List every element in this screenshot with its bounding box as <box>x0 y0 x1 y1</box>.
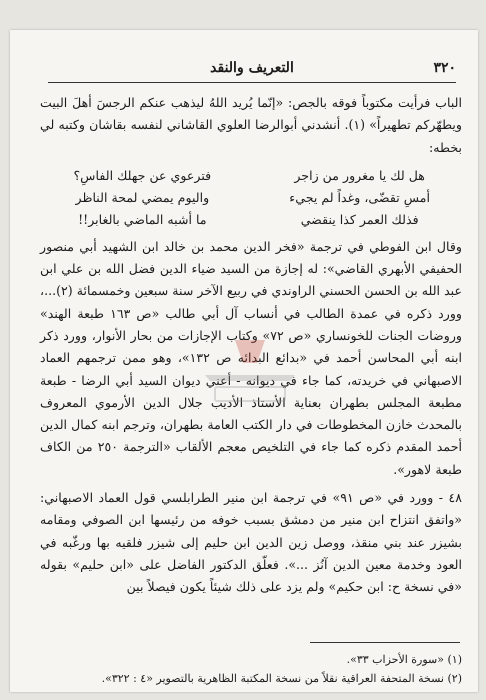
footnote-1: (١) «سورة الأحزاب ٣٣». <box>346 653 462 666</box>
footnote-divider <box>310 642 460 643</box>
page-number: ٣٢٠ <box>433 60 456 76</box>
verse-line <box>40 187 462 209</box>
poem-verses <box>40 165 462 232</box>
verse-hemistich-first: فذلك العمر كذا ينقضي <box>300 212 419 228</box>
verse-line <box>40 165 462 187</box>
verse-line <box>40 209 462 231</box>
paragraph-2: وقال ابن الفوطي في ترجمة «فخر الدين محمد بن خالد ابن الشهيد أبي منصور الحفيفي الأبهري القاضي»: له إجازة من السيد ضياء الدين فضل الله بن علي ابن عبد الله بن الحسن الحسني الراوندي في ربيع الآخر سنة سبعين وخمسمائة (٢)...، وورد ذكره في عمدة الطالب في أنساب آل أبي طالب «ص ١٦٣ طبعة الهند» وروضات الجنات للخونساري «ص ٧٢» وكتاب الإجازات من بحار الأنوار، وورد ذكر ابنه أبي المحاسن أحمد في «بدائع البدائه ص ١٣٢»، وهو ممن ترجمهم العماد الاصبهاني في خريدته، كما جاء في ديوانه - أعني ديوان السيد أبي الرضا - طبعة مطبعة المجلس بطهران بعناية الأستاذ الأديب جلال الدين الأرموي المعروف بالمحدث خازن المخطوطات في دار الكتب العامة بطهران، وترجم ابنه كمال الدين أحمد المقدم ذكره كما جاء في التلخيص معجم الألقاب «الترجمة ٢٥٠ من الكاف طبعة لاهور». <box>40 238 462 477</box>
page-body <box>40 92 462 599</box>
verse-hemistich-second: واليوم يمضي لمحة الناظر <box>75 190 210 206</box>
paragraph-3: ٤٨ - وورد في «ص ٩١» في ترجمة ابن منير الطرابلسي قول العماد الاصبهاني: «واتفق انتزاح ابن منير من دمشق بسبب خوفه من رئيسها ابن الصوفي ومقامه بشيزر عند بني منقذ، ووصل زين الدين ابن حليم إلى شيزر فلقيه بها ورغّبه في العود وخدمة معين الدين آنُز ...». فعلّق الدكتور الفاضل على «ابن حليم» بقوله «في نسخة ح: ابن حكيم» ولم يزد على ذلك شيئاً يكون فيصلاً بين <box>40 490 462 595</box>
running-title: التعريف والنقد <box>210 60 294 76</box>
document-page <box>10 30 478 692</box>
verse-hemistich-first: هل لك يا مغرور من زاجر <box>294 167 425 183</box>
page-header <box>48 60 456 83</box>
footnotes <box>40 650 462 688</box>
verse-hemistich-first: أمسِ تقضّى، وغداً لم يجيء <box>289 190 431 206</box>
verse-hemistich-second: فترعوي عن جهلك الفاسِ؟ <box>73 167 212 183</box>
footnote-2: (٢) نسخة المتحفة العراقية نقلاً من نسخة المكتبة الظاهرية بالتصوير «٤ : ٣٢٢». <box>101 672 462 685</box>
paragraph-1: الباب فرأيت مكتوباً فوقه بالجص: «إنّما يُريد اللهُ ليذهب عنكم الرجسَ أهلَ البيت ويطهّركم تطهيراً» (١). أنشدني أبوالرضا العلوي القاشاني لنفسه بقاشان وكتبه لي بخطه: <box>40 95 462 155</box>
verse-hemistich-second: ما أشبه الماضي بالغابر!! <box>78 212 207 228</box>
